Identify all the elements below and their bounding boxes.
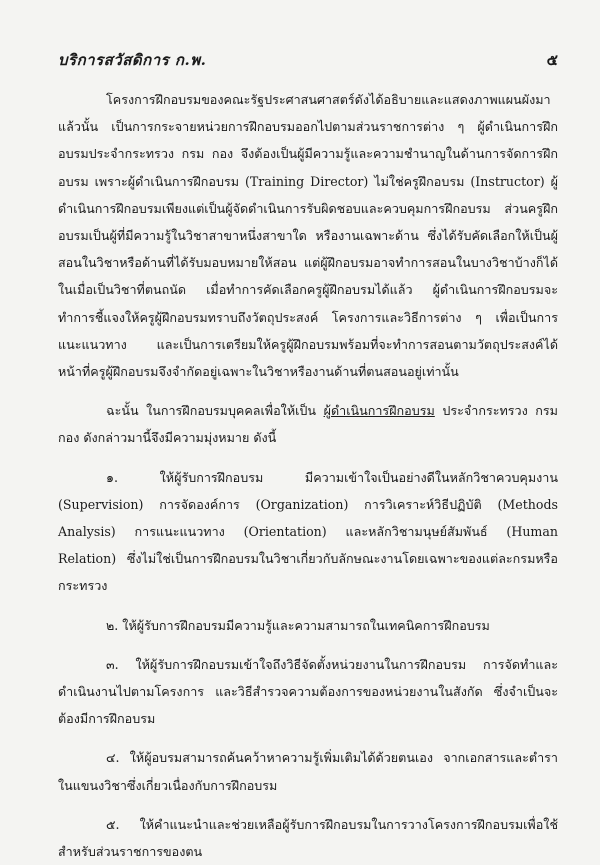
underlined-term: ผู้ดำเนินการฝึกอบรม <box>323 403 435 419</box>
intro-text-end: ประจำกระทรวง กรม กอง ดังกล่าวมานี้จึงมีความมุ่งหมาย ดังนี้ <box>58 403 558 446</box>
running-title: บริการสวัสดิการ ก.พ. <box>58 51 207 69</box>
intro-paragraph <box>58 397 558 451</box>
list-item: ๔. ให้ผู้อบรมสามารถค้นคว้าหาความรู้เพิ่มเติมได้ด้วยตนเอง จากเอกสารและตำราในแขนงวิชาซึ่งเกี่ยวเนื่องกับการฝึกอบรม <box>58 750 558 793</box>
list-item: ๒. ให้ผู้รับการฝึกอบรมมีความรู้และความสามารถในเทคนิคการฝึกอบรม <box>106 617 490 633</box>
paragraph: โครงการฝึกอบรมของคณะรัฐประศาสนศาสตร์ดังได้อธิบายและแสดงภาพแผนผังมาแล้วนั้น เป็นการกระจายหน่วยการฝึกอบรมออกไปตามส่วนราชการต่าง ๆ ผู้ดำเนินการฝึกอบรมประจำกระทรวง กรม กอง จึงต้องเป็นผู้มีความรู้และความชำนาญในด้านการจัดการฝึกอบรม เพราะผู้ดำเนินการฝึกอบรม (Training Director) ไม่ใช่ครูฝึกอบรม (Instructor) ผู้ดำเนินการฝึกอบรมเพียงแต่เป็นผู้จัดดำเนินการรับผิดชอบและควบคุมการฝึกอบรม ส่วนครูฝึกอบรมเป็นผู้ที่มีความรู้ในวิชาสาขาหนึ่งสาขาใด หรืองานเฉพาะด้าน ซึ่งได้รับคัดเลือกให้เป็นผู้สอนในวิชาหรือด้านที่ได้รับมอบหมายให้สอน แต่ผู้ฝึกอบรมอาจทำการสอนในบางวิชาบ้างก็ได้ในเมื่อเป็นวิชาที่ตนถนัด เมื่อทำการคัดเลือกครูผู้ฝึกอบรมได้แล้ว ผู้ดำเนินการฝึกอบรมจะทำการชี้แจงให้ครูผู้ฝึกอบรมทราบถึงวัตถุประสงค์ โครงการและวิธีการต่าง ๆ เพื่อเป็นการแนะแนวทาง และเป็นการเตรียมให้ครูผู้ฝึกอบรมพร้อมที่จะทำการสอนตามวัตถุประสงค์ได้ หน้าที่ครูผู้ฝึกอบรมจึงจำกัดอยู่เฉพาะในวิชาหรืองานด้านที่ตนสอนอยู่เท่านั้น <box>58 92 558 380</box>
document-body <box>58 86 558 865</box>
list-item: ๓. ให้ผู้รับการฝึกอบรมเข้าใจถึงวิธีจัดตั้งหน่วยงานในการฝึกอบรม การจัดทำและดำเนินงานไปตามโครงการ และวิธีสำรวจความต้องการของหน่วยงานในสังกัด ซึ่งจำเป็นจะต้องมีการฝึกอบรม <box>58 656 558 727</box>
objectives-list <box>58 464 558 865</box>
list-item: ๑. ให้ผู้รับการฝึกอบรม มีความเข้าใจเป็นอย่างดีในหลักวิชาควบคุมงาน (Supervision) การจัดองค์การ (Organization) การวิเคราะห์วิธีปฏิบัติ (Methods Analysis) การแนะแนวทาง (Orientation) และหลักวิชามนุษย์สัมพันธ์ (Human Relation) ซึ่งไม่ใช่เป็นการฝึกอบรมในวิชาเกี่ยวกับลักษณะงานโดยเฉพาะของแต่ละกรมหรือกระทรวง <box>58 469 558 594</box>
intro-text: ฉะนั้น ในการฝึกอบรมบุคคลเพื่อให้เป็น <box>106 403 324 419</box>
list-item: ๕. ให้คำแนะนำและช่วยเหลือผู้รับการฝึกอบรมในการวางโครงการฝึกอบรมเพื่อใช้สำหรับส่วนราชการของตน <box>58 816 558 860</box>
page-header <box>58 48 558 72</box>
page-number: ๕ <box>546 51 558 69</box>
